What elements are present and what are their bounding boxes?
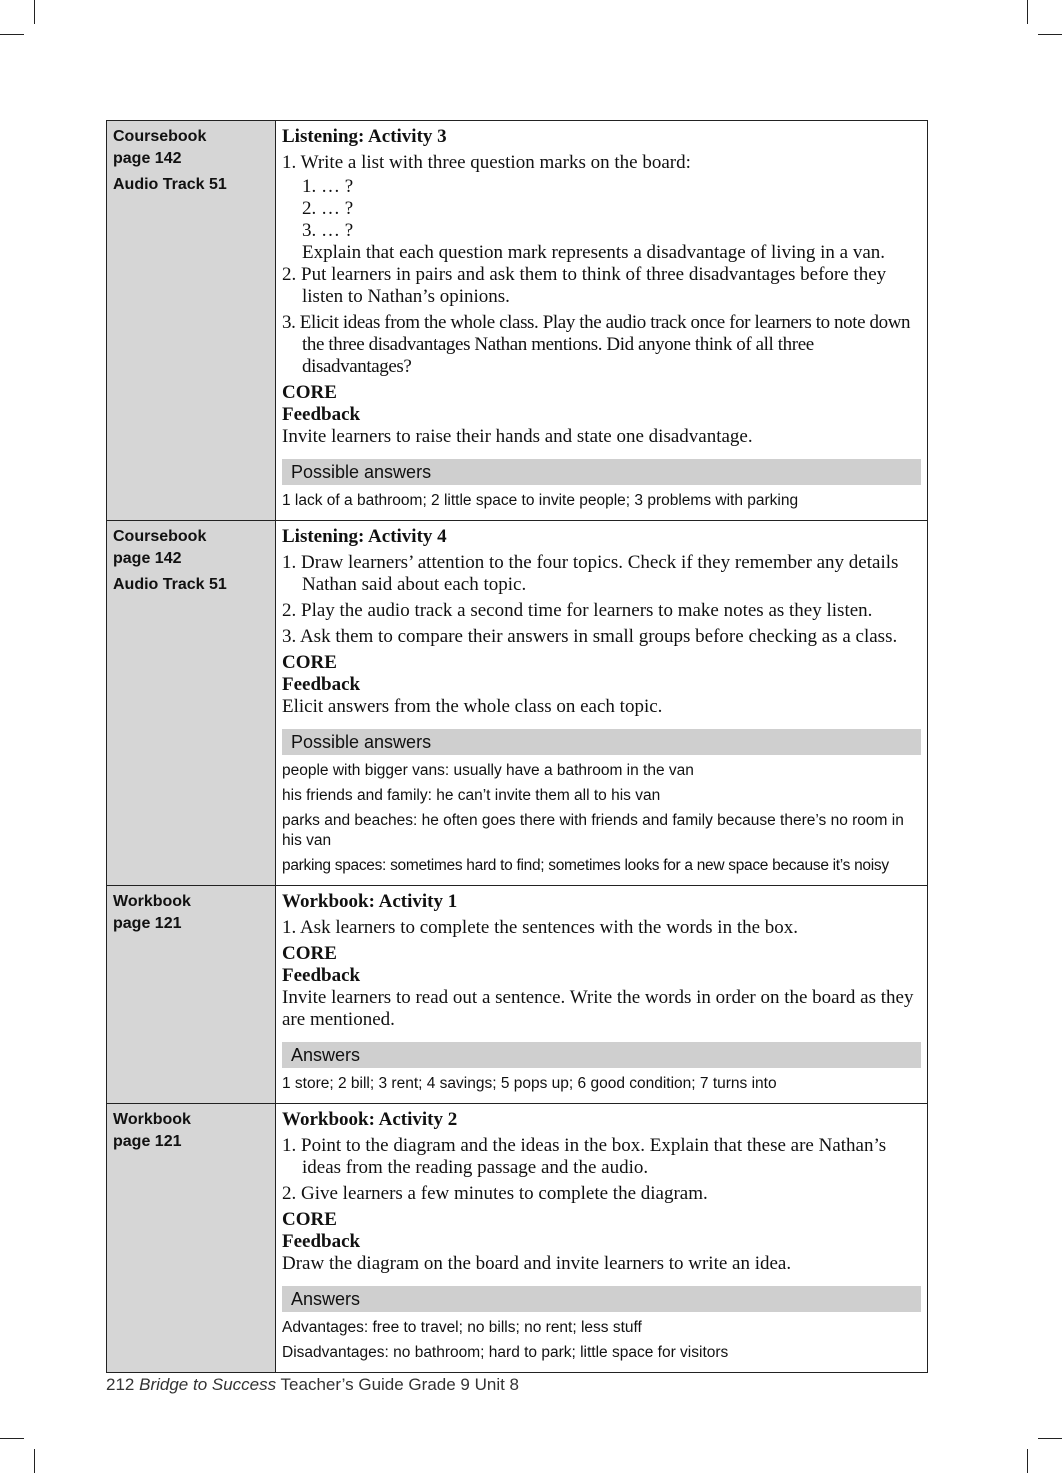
answer-line: parks and beaches: he often goes there with friends and family because there’s no room in his van bbox=[282, 812, 904, 849]
activity-title: Workbook: Activity 2 bbox=[282, 1109, 458, 1130]
step-item: 1. Write a list with three question marks on the board: bbox=[282, 152, 691, 173]
feedback-label: Feedback bbox=[282, 965, 361, 986]
audio-track: Audio Track 51 bbox=[113, 576, 227, 593]
answers-heading: Answers bbox=[282, 1042, 921, 1068]
reference-book: Workbook bbox=[113, 1111, 191, 1128]
sub-item: 2. … ? bbox=[302, 198, 354, 219]
step-list bbox=[282, 264, 921, 378]
table-row bbox=[107, 521, 928, 886]
page-number: 212 bbox=[106, 1375, 135, 1394]
feedback-text: Invite learners to read out a sentence. Write the words in order on the board as they are mentioned. bbox=[282, 987, 914, 1030]
answers-heading: Answers bbox=[282, 1286, 921, 1312]
table-row bbox=[107, 121, 928, 521]
core-label: CORE bbox=[282, 1209, 337, 1230]
core-label: CORE bbox=[282, 382, 337, 403]
step-item: 3. Ask them to compare their answers in small groups before checking as a class. bbox=[282, 626, 898, 647]
reference-page: page 121 bbox=[113, 1133, 182, 1150]
table-row bbox=[107, 1104, 928, 1373]
answers-heading: Possible answers bbox=[282, 459, 921, 485]
step-list bbox=[282, 552, 921, 648]
feedback-label: Feedback bbox=[282, 1231, 361, 1252]
step-item: 1. Draw learners’ attention to the four topics. Check if they remember any details Nathan said about each topic. bbox=[282, 552, 899, 595]
crop-mark bbox=[1027, 0, 1028, 24]
step-item: 2. Play the audio track a second time for learners to make notes as they listen. bbox=[282, 600, 873, 621]
step-item: 2. Put learners in pairs and ask them to think of three disadvantages before they listen to Nathan’s opinions. bbox=[282, 264, 887, 307]
reference-cell bbox=[107, 521, 276, 886]
crop-mark bbox=[1027, 1449, 1028, 1473]
core-label: CORE bbox=[282, 652, 337, 673]
step-item: 2. Give learners a few minutes to complete the diagram. bbox=[282, 1183, 708, 1204]
answer-line: Disadvantages: no bathroom; hard to park; little space for visitors bbox=[282, 1344, 729, 1361]
audio-track: Audio Track 51 bbox=[113, 176, 227, 193]
reference-book: Coursebook bbox=[113, 128, 207, 145]
answer-line: people with bigger vans: usually have a bathroom in the van bbox=[282, 762, 694, 779]
step-item: 3. Elicit ideas from the whole class. Play the audio track once for learners to note down the three disadvantages Nathan mentions. Did anyone think of all three disadvantages? bbox=[282, 312, 911, 377]
feedback-text: Draw the diagram on the board and invite learners to write an idea. bbox=[282, 1253, 792, 1274]
activity-title: Workbook: Activity 1 bbox=[282, 891, 458, 912]
activity-cell bbox=[276, 521, 928, 886]
answer-line: parking spaces: sometimes hard to find; sometimes looks for a new space because it’s noisy bbox=[282, 857, 889, 874]
guide-title: Teacher’s Guide Grade 9 Unit 8 bbox=[280, 1375, 519, 1394]
activity-cell bbox=[276, 886, 928, 1104]
answer-line: 1 store; 2 bill; 3 rent; 4 savings; 5 pops up; 6 good condition; 7 turns into bbox=[282, 1075, 777, 1092]
activity-cell bbox=[276, 121, 928, 521]
answers-heading: Possible answers bbox=[282, 729, 921, 755]
answer-line: Advantages: free to travel; no bills; no rent; less stuff bbox=[282, 1319, 642, 1336]
activity-title: Listening: Activity 4 bbox=[282, 526, 447, 547]
answer-line: his friends and family: he can’t invite them all to his van bbox=[282, 787, 661, 804]
feedback-label: Feedback bbox=[282, 674, 361, 695]
crop-mark bbox=[34, 1449, 35, 1473]
reference-page: page 142 bbox=[113, 550, 182, 567]
activity-cell bbox=[276, 1104, 928, 1373]
step-item: 1. Ask learners to complete the sentences with the words in the box. bbox=[282, 917, 799, 938]
page-footer bbox=[106, 1375, 519, 1395]
reference-page: page 121 bbox=[113, 915, 182, 932]
crop-mark bbox=[1038, 34, 1062, 35]
book-title: Bridge to Success bbox=[139, 1375, 277, 1394]
step-list bbox=[282, 152, 921, 174]
answer-line: 1 lack of a bathroom; 2 little space to invite people; 3 problems with parking bbox=[282, 492, 799, 509]
step-item: 1. Point to the diagram and the ideas in the box. Explain that these are Nathan’s ideas from the reading passage and the audio. bbox=[282, 1135, 887, 1178]
feedback-text: Elicit answers from the whole class on each topic. bbox=[282, 696, 663, 717]
crop-mark bbox=[1038, 1438, 1062, 1439]
crop-mark bbox=[0, 34, 24, 35]
question-mark-list bbox=[282, 176, 921, 242]
core-label: CORE bbox=[282, 943, 337, 964]
feedback-text: Invite learners to raise their hands and state one disadvantage. bbox=[282, 426, 753, 447]
reference-book: Coursebook bbox=[113, 528, 207, 545]
activity-title: Listening: Activity 3 bbox=[282, 126, 447, 147]
lesson-plan-table bbox=[106, 120, 928, 1373]
table-row bbox=[107, 886, 928, 1104]
feedback-label: Feedback bbox=[282, 404, 361, 425]
crop-mark bbox=[0, 1438, 24, 1439]
reference-cell bbox=[107, 886, 276, 1104]
sub-item: 3. … ? bbox=[302, 220, 354, 241]
reference-cell bbox=[107, 1104, 276, 1373]
step-list bbox=[282, 917, 921, 939]
reference-cell bbox=[107, 121, 276, 521]
step-list bbox=[282, 1135, 921, 1205]
sub-item: 1. … ? bbox=[302, 176, 354, 197]
reference-book: Workbook bbox=[113, 893, 191, 910]
crop-mark bbox=[34, 0, 35, 24]
explain-text: Explain that each question mark represents a disadvantage of living in a van. bbox=[302, 242, 886, 263]
reference-page: page 142 bbox=[113, 150, 182, 167]
